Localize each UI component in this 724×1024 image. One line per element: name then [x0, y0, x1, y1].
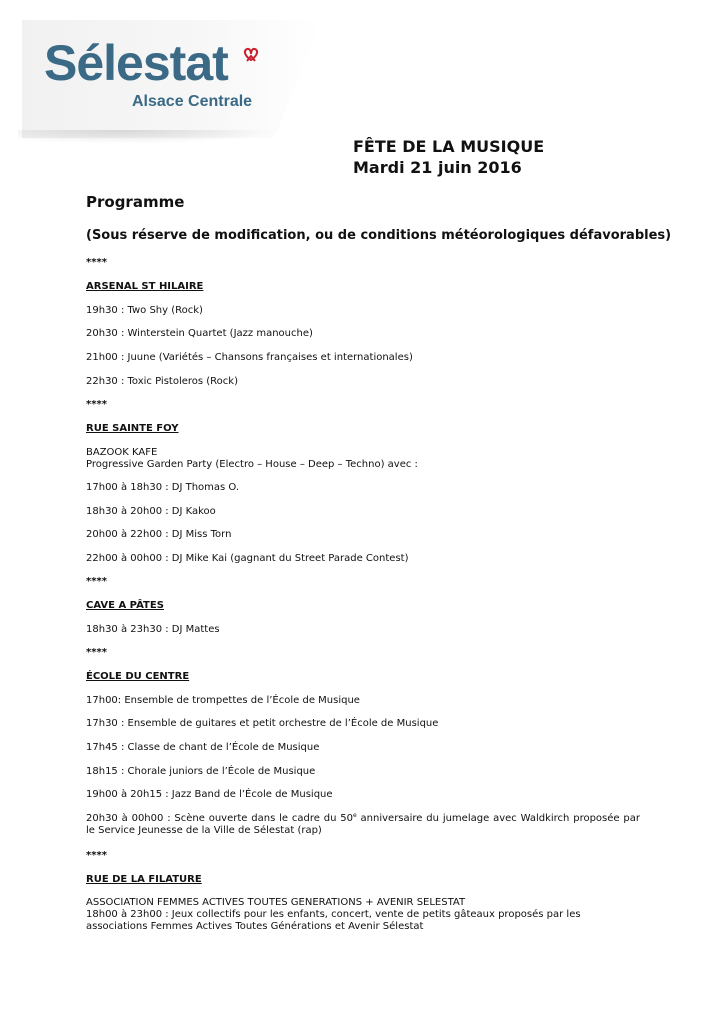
- separator: ****: [86, 576, 107, 587]
- separator: ****: [86, 257, 107, 268]
- section-heading-cave: CAVE A PÂTES: [86, 600, 164, 611]
- list-item: 22h00 à 00h00 : DJ Mike Kai (gagnant du Street Parade Contest): [86, 553, 409, 564]
- programme-note: (Sous réserve de modification, ou de conditions météorologiques défavorables): [86, 228, 672, 243]
- section-heading-sainte-foy: RUE SAINTE FOY: [86, 423, 179, 434]
- section-heading-arsenal: ARSENAL ST HILAIRE: [86, 281, 204, 292]
- list-item: 20h00 à 22h00 : DJ Miss Torn: [86, 529, 232, 540]
- list-item: 21h00 : Juune (Variétés – Chansons françaises et internationales): [86, 352, 413, 363]
- list-item: 19h00 à 20h15 : Jazz Band de l’École de Musique: [86, 789, 333, 800]
- list-item: 19h30 : Two Shy (Rock): [86, 305, 203, 316]
- section-heading-ecole: ÉCOLE DU CENTRE: [86, 671, 190, 682]
- list-item: 17h00 à 18h30 : DJ Thomas O.: [86, 482, 240, 493]
- event-title: [353, 136, 544, 178]
- logo-shadow: [18, 130, 278, 144]
- section-heading-filature: RUE DE LA FILATURE: [86, 874, 202, 885]
- event-date: Mardi 21 juin 2016: [353, 158, 522, 177]
- programme-heading: Programme: [86, 193, 185, 211]
- separator: ****: [86, 399, 107, 410]
- logo-wordmark: Sélestat: [44, 35, 228, 91]
- list-item: 20h30 : Winterstein Quartet (Jazz manouche): [86, 328, 313, 339]
- list-item: 17h30 : Ensemble de guitares et petit orchestre de l’École de Musique: [86, 718, 439, 729]
- list-item: [86, 813, 640, 837]
- ordinal-suffix: e: [353, 812, 357, 819]
- list-item: 17h00: Ensemble de trompettes de l’École de Musique: [86, 695, 360, 706]
- pretzel-icon: [242, 47, 260, 63]
- list-item: 22h30 : Toxic Pistoleros (Rock): [86, 376, 238, 387]
- list-item: 18h15 : Chorale juniors de l’École de Musique: [86, 766, 316, 777]
- item-text-end: anniversaire du jumelage avec Waldkirch proposée par le Service Jeunesse de la Ville de Sélestat (rap): [86, 813, 640, 836]
- event-name: FÊTE DE LA MUSIQUE: [353, 137, 545, 156]
- separator: ****: [86, 647, 107, 658]
- list-item: 17h45 : Classe de chant de l’École de Musique: [86, 742, 320, 753]
- logo-subtitle: Alsace Centrale: [132, 93, 253, 110]
- list-item: 18h30 à 20h00 : DJ Kakoo: [86, 506, 216, 517]
- list-item: 18h30 à 23h30 : DJ Mattes: [86, 624, 220, 635]
- list-item: 18h00 à 23h00 : Jeux collectifs pour les enfants, concert, vente de petits gâteaux proposés par les associations Femmes Actives Toutes Générations et Avenir Sélestat: [86, 909, 581, 932]
- association-name: ASSOCIATION FEMMES ACTIVES TOUTES GENERATIONS + AVENIR SELESTAT: [86, 897, 466, 908]
- item-text-start: 20h30 à 00h00 : Scène ouverte dans le cadre du 50: [86, 813, 353, 824]
- venue-description: Progressive Garden Party (Electro – House – Deep – Techno) avec :: [86, 459, 418, 470]
- venue-name: BAZOOK KAFE: [86, 447, 158, 458]
- separator: ****: [86, 850, 107, 861]
